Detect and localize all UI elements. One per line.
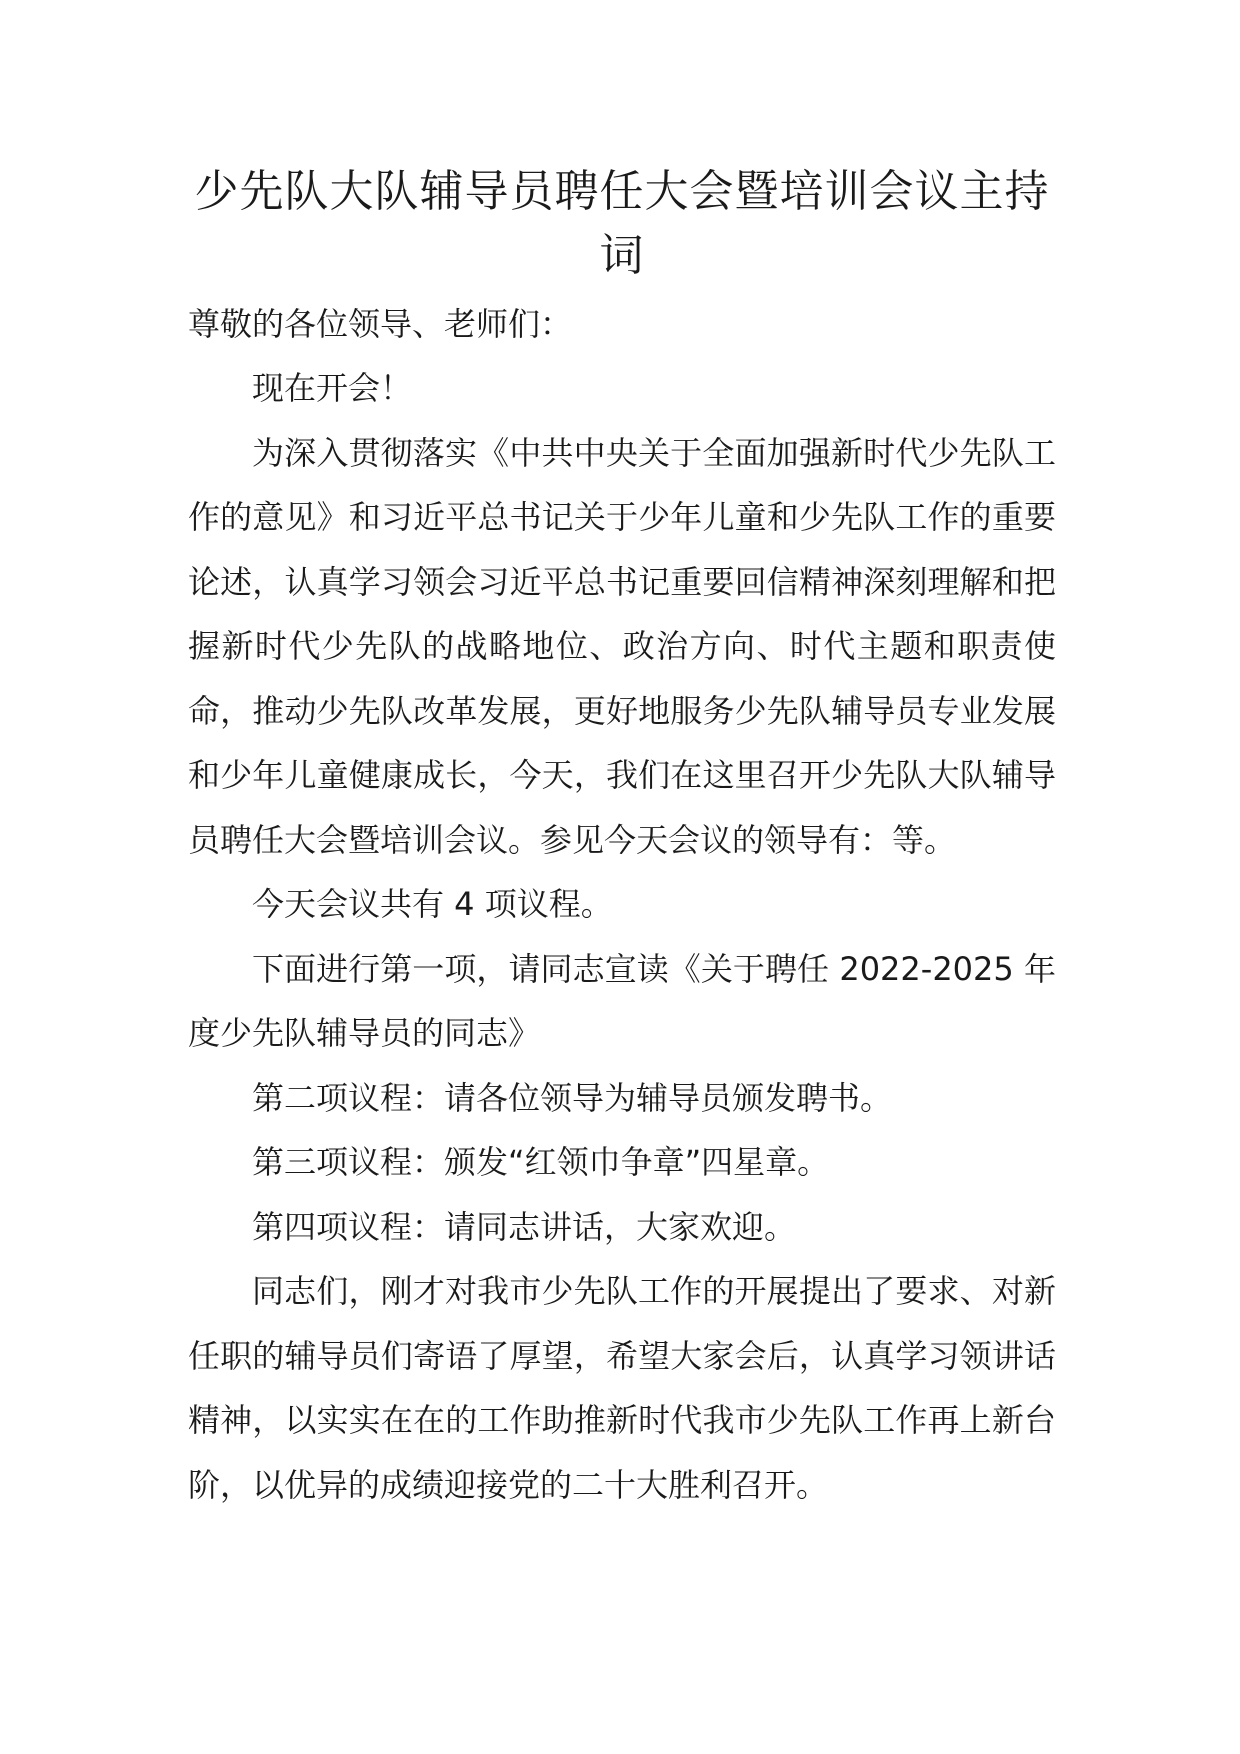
paragraph-purpose: 为深入贯彻落实《中共中央关于全面加强新时代少先队工作的意见》和习近平总书记关于少年儿童和少先队工作的重要论述，认真学习领会习近平总书记重要回信精神深刻理解和把握新时代少先队的战略地位、政治方向、时代主题和职责使命，推动少先队改革发展，更好地服务少先队辅导员专业发展和少年儿童健康成长，今天，我们在这里召开少先队大队辅导员聘任大会暨培训会议。参见今天会议的领导有：等。 xyxy=(188,433,1056,859)
paragraph-agenda-item-1: 下面进行第一项，请同志宣读《关于聘任 2022-2025 年度少先队辅导员的同志》 xyxy=(188,949,1056,1052)
paragraph-agenda-item-4: 第四项议程：请同志讲话，大家欢迎。 xyxy=(252,1207,797,1246)
document-page xyxy=(188,160,1056,1517)
salutation: 尊敬的各位领导、老师们： xyxy=(188,305,573,343)
document-title: 少先队大队辅导员聘任大会暨培训会议主持词 xyxy=(194,166,1050,281)
paragraph-agenda-item-2: 第二项议程：请各位领导为辅导员颁发聘书。 xyxy=(252,1078,893,1117)
paragraph-agenda-item-3: 第三项议程：颁发“红领巾争章”四星章。 xyxy=(252,1143,830,1181)
paragraph-closing: 同志们，刚才对我市少先队工作的开展提出了要求、对新任职的辅导员们寄语了厚望，希望大家会后，认真学习领讲话精神，以实实在在的工作助推新时代我市少先队工作再上新台阶，以优异的成绩迎接党的二十大胜利召开。 xyxy=(188,1272,1056,1504)
paragraph-agenda-count: 今天会议共有 4 项议程。 xyxy=(252,885,613,923)
paragraph-opening: 现在开会！ xyxy=(252,369,413,407)
